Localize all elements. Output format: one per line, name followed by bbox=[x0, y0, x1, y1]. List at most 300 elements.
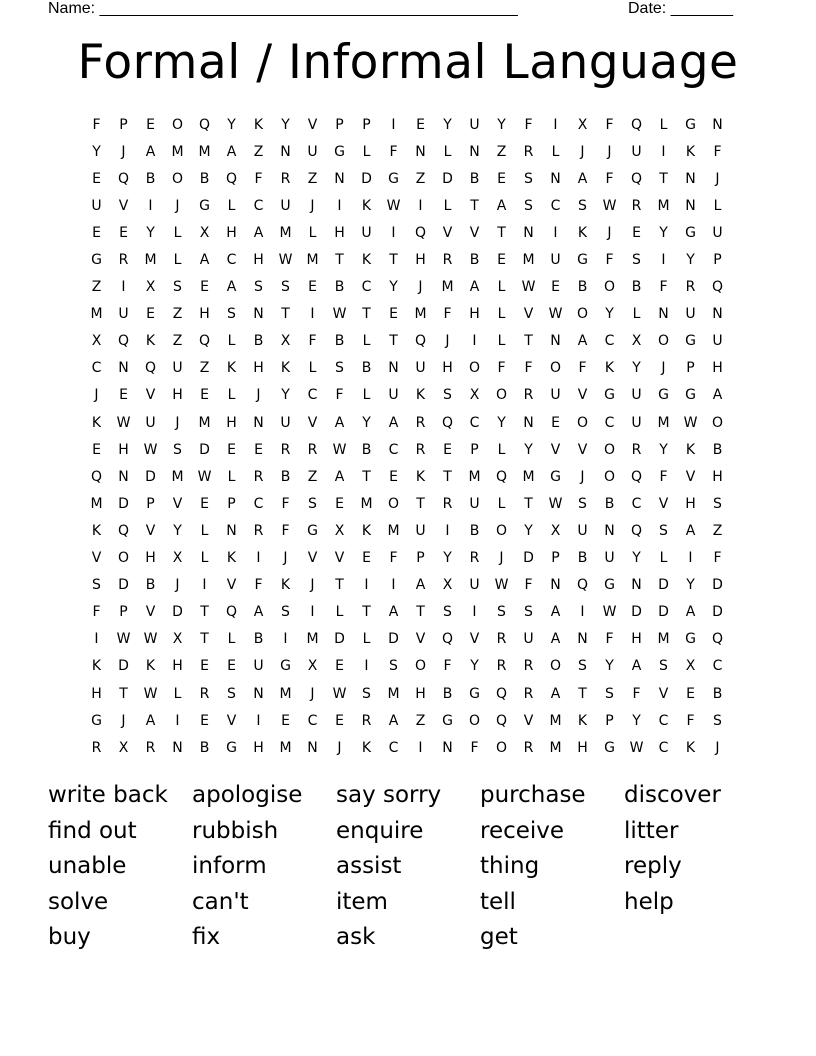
grid-letter: N bbox=[280, 143, 291, 160]
grid-letter: M bbox=[387, 522, 400, 539]
grid-letter: X bbox=[280, 333, 291, 350]
grid-letter: J bbox=[283, 550, 288, 567]
grid-letter: Y bbox=[281, 116, 290, 133]
grid-letter: I bbox=[688, 550, 693, 567]
grid-letter: D bbox=[523, 550, 534, 567]
grid-letter: S bbox=[92, 577, 101, 594]
grid-letter: L bbox=[443, 143, 452, 160]
grid-letter: R bbox=[442, 252, 453, 269]
grid-letter: E bbox=[335, 658, 344, 675]
grid-letter: I bbox=[148, 197, 153, 214]
grid-letter: E bbox=[200, 495, 209, 512]
grid-letter: J bbox=[256, 387, 261, 404]
grid-letter: W bbox=[602, 197, 617, 214]
grid-letter: H bbox=[253, 252, 264, 269]
grid-letter: O bbox=[117, 550, 130, 567]
grid-letter: E bbox=[551, 414, 560, 431]
word-list-item: rubbish bbox=[192, 817, 279, 844]
grid-letter: M bbox=[549, 712, 562, 729]
grid-letter: L bbox=[659, 116, 668, 133]
grid-letter: A bbox=[253, 224, 264, 241]
grid-letter: R bbox=[631, 197, 642, 214]
grid-letter: E bbox=[200, 387, 209, 404]
grid-letter: K bbox=[685, 739, 696, 756]
grid-letter: I bbox=[445, 522, 450, 539]
grid-letter: Y bbox=[146, 224, 155, 241]
grid-letter: G bbox=[685, 116, 696, 133]
grid-letter: Z bbox=[172, 306, 183, 323]
grid-letter: W bbox=[116, 631, 131, 648]
grid-letter: Y bbox=[659, 224, 668, 241]
grid-letter: L bbox=[362, 387, 371, 404]
grid-letter: P bbox=[335, 116, 344, 133]
grid-letter: E bbox=[686, 685, 695, 702]
grid-letter: E bbox=[335, 495, 344, 512]
grid-letter: M bbox=[414, 306, 427, 323]
grid-letter: G bbox=[604, 387, 615, 404]
grid-letter: U bbox=[631, 143, 642, 160]
grid-letter: V bbox=[415, 631, 426, 648]
grid-letter: Y bbox=[686, 252, 695, 269]
grid-letter: G bbox=[604, 739, 615, 756]
grid-letter: H bbox=[226, 414, 237, 431]
grid-letter: A bbox=[712, 387, 723, 404]
grid-letter: U bbox=[118, 306, 129, 323]
grid-letter: B bbox=[253, 333, 264, 350]
grid-letter: L bbox=[497, 441, 506, 458]
grid-letter: U bbox=[577, 522, 588, 539]
grid-letter: I bbox=[391, 116, 396, 133]
grid-letter: W bbox=[332, 685, 347, 702]
grid-letter: G bbox=[658, 387, 669, 404]
grid-letter: S bbox=[659, 658, 668, 675]
word-list-item: assist bbox=[336, 853, 402, 880]
grid-letter: D bbox=[361, 170, 372, 187]
grid-letter: Q bbox=[576, 577, 589, 594]
grid-letter: E bbox=[497, 170, 506, 187]
grid-letter: V bbox=[550, 441, 561, 458]
grid-letter: Y bbox=[92, 143, 101, 160]
grid-letter: B bbox=[253, 631, 264, 648]
grid-letter: V bbox=[577, 387, 588, 404]
grid-letter: Q bbox=[90, 468, 103, 485]
grid-letter: H bbox=[172, 658, 183, 675]
grid-letter: M bbox=[387, 685, 400, 702]
grid-letter: J bbox=[175, 414, 180, 431]
grid-letter: L bbox=[308, 224, 317, 241]
grid-letter: L bbox=[227, 197, 236, 214]
grid-letter: E bbox=[497, 252, 506, 269]
grid-letter: E bbox=[281, 712, 290, 729]
grid-letter: V bbox=[226, 577, 237, 594]
grid-letter: C bbox=[712, 658, 723, 675]
grid-letter: X bbox=[199, 224, 210, 241]
grid-letter: J bbox=[310, 197, 315, 214]
word-list-item: find out bbox=[48, 817, 137, 844]
grid-letter: F bbox=[335, 387, 344, 404]
grid-letter: G bbox=[388, 170, 399, 187]
grid-letter: V bbox=[145, 522, 156, 539]
grid-letter: N bbox=[253, 685, 264, 702]
grid-letter: O bbox=[603, 441, 616, 458]
grid-letter: B bbox=[631, 279, 642, 296]
grid-letter: Q bbox=[117, 170, 130, 187]
grid-letter: U bbox=[361, 224, 372, 241]
grid-letter: Y bbox=[497, 414, 506, 431]
grid-letter: I bbox=[364, 577, 369, 594]
grid-letter: I bbox=[202, 577, 207, 594]
grid-letter: N bbox=[523, 224, 534, 241]
grid-letter: K bbox=[280, 577, 291, 594]
grid-letter: W bbox=[278, 252, 293, 269]
grid-letter: N bbox=[469, 143, 480, 160]
word-bank bbox=[48, 778, 768, 956]
grid-letter: F bbox=[92, 116, 101, 133]
grid-letter: J bbox=[499, 550, 504, 567]
grid-letter: A bbox=[199, 252, 210, 269]
grid-letter: E bbox=[416, 116, 425, 133]
grid-letter: R bbox=[280, 441, 291, 458]
grid-letter: N bbox=[388, 360, 399, 377]
grid-letter: D bbox=[658, 577, 669, 594]
grid-letter: M bbox=[522, 252, 535, 269]
grid-letter: S bbox=[524, 170, 533, 187]
grid-letter: A bbox=[334, 468, 345, 485]
grid-letter: B bbox=[361, 360, 372, 377]
grid-letter: G bbox=[685, 387, 696, 404]
grid-letter: U bbox=[307, 143, 318, 160]
grid-letter: Q bbox=[198, 333, 211, 350]
grid-letter: K bbox=[361, 522, 372, 539]
grid-letter: O bbox=[603, 279, 616, 296]
grid-letter: O bbox=[603, 468, 616, 485]
grid-letter: R bbox=[361, 712, 372, 729]
grid-letter: F bbox=[389, 550, 398, 567]
word-list-item: thing bbox=[480, 853, 540, 880]
grid-letter: C bbox=[604, 333, 615, 350]
word-list-item: can't bbox=[192, 888, 249, 915]
grid-letter: X bbox=[118, 739, 129, 756]
grid-letter: Y bbox=[497, 116, 506, 133]
grid-letter: O bbox=[468, 360, 481, 377]
grid-letter: B bbox=[604, 495, 615, 512]
grid-letter: U bbox=[469, 495, 480, 512]
grid-letter: V bbox=[658, 685, 669, 702]
grid-letter: L bbox=[173, 224, 182, 241]
grid-letter: S bbox=[281, 279, 290, 296]
grid-letter: O bbox=[549, 360, 562, 377]
grid-letter: I bbox=[310, 604, 315, 621]
grid-letter: I bbox=[256, 550, 261, 567]
grid-letter: Y bbox=[686, 577, 695, 594]
grid-letter: H bbox=[712, 360, 723, 377]
grid-letter: M bbox=[198, 143, 211, 160]
grid-letter: G bbox=[442, 712, 453, 729]
grid-letter: X bbox=[334, 522, 345, 539]
word-list-item: receive bbox=[480, 817, 565, 844]
grid-letter: P bbox=[119, 116, 128, 133]
grid-letter: G bbox=[685, 631, 696, 648]
grid-letter: F bbox=[713, 143, 722, 160]
grid-letter: T bbox=[389, 252, 398, 269]
grid-letter: F bbox=[578, 360, 587, 377]
grid-letter: J bbox=[310, 577, 315, 594]
grid-letter: O bbox=[711, 414, 724, 431]
grid-letter: K bbox=[145, 333, 156, 350]
grid-letter: N bbox=[334, 170, 345, 187]
grid-letter: C bbox=[226, 252, 237, 269]
word-list-item: discover bbox=[624, 782, 721, 808]
grid-letter: H bbox=[712, 468, 723, 485]
grid-letter: L bbox=[200, 550, 209, 567]
grid-letter: G bbox=[604, 577, 615, 594]
grid-letter: S bbox=[443, 604, 452, 621]
grid-letter: U bbox=[280, 414, 291, 431]
grid-letter: R bbox=[415, 414, 426, 431]
grid-letter: Q bbox=[441, 414, 454, 431]
grid-letter: S bbox=[632, 252, 641, 269]
grid-letter: C bbox=[604, 414, 615, 431]
word-list-item: item bbox=[336, 888, 388, 915]
grid-letter: E bbox=[389, 306, 398, 323]
grid-letter: C bbox=[361, 279, 372, 296]
grid-letter: H bbox=[118, 441, 129, 458]
grid-letter: J bbox=[607, 224, 612, 241]
grid-letter: V bbox=[307, 116, 318, 133]
grid-letter: O bbox=[495, 522, 508, 539]
grid-letter: S bbox=[227, 306, 236, 323]
grid-letter: C bbox=[253, 495, 264, 512]
grid-letter: Z bbox=[253, 143, 264, 160]
grid-letter: Y bbox=[524, 441, 533, 458]
grid-letter: F bbox=[254, 170, 263, 187]
grid-letter: L bbox=[362, 631, 371, 648]
grid-letter: R bbox=[523, 143, 534, 160]
grid-letter: F bbox=[470, 739, 479, 756]
grid-letter: S bbox=[173, 279, 182, 296]
grid-letter: T bbox=[524, 333, 533, 350]
grid-letter: G bbox=[199, 197, 210, 214]
grid-letter: E bbox=[227, 441, 236, 458]
grid-letter: O bbox=[549, 658, 562, 675]
grid-letter: H bbox=[415, 252, 426, 269]
grid-letter: S bbox=[281, 604, 290, 621]
grid-letter: J bbox=[445, 333, 450, 350]
grid-letter: A bbox=[253, 604, 264, 621]
grid-letter: F bbox=[632, 685, 641, 702]
grid-letter: Y bbox=[605, 306, 614, 323]
grid-letter: R bbox=[496, 631, 507, 648]
grid-letter: A bbox=[388, 414, 399, 431]
grid-letter: N bbox=[550, 170, 561, 187]
grid-letter: P bbox=[470, 441, 479, 458]
grid-letter: F bbox=[605, 252, 614, 269]
grid-letter: G bbox=[91, 712, 102, 729]
grid-letter: C bbox=[550, 197, 561, 214]
grid-letter: Q bbox=[630, 522, 643, 539]
grid-letter: H bbox=[334, 224, 345, 241]
grid-letter: D bbox=[145, 468, 156, 485]
grid-letter: K bbox=[253, 116, 264, 133]
worksheet-header bbox=[48, 0, 748, 20]
grid-letter: T bbox=[119, 685, 128, 702]
date-field-label: Date: _______ bbox=[628, 0, 733, 17]
grid-letter: K bbox=[361, 252, 372, 269]
grid-letter: Y bbox=[632, 360, 641, 377]
grid-letter: K bbox=[91, 522, 102, 539]
grid-letter: X bbox=[172, 631, 183, 648]
grid-letter: F bbox=[659, 279, 668, 296]
grid-letter: F bbox=[605, 170, 614, 187]
grid-letter: U bbox=[280, 197, 291, 214]
grid-letter: W bbox=[548, 495, 563, 512]
grid-letter: B bbox=[145, 577, 156, 594]
grid-letter: B bbox=[577, 550, 588, 567]
grid-letter: R bbox=[685, 279, 696, 296]
grid-letter: G bbox=[550, 468, 561, 485]
grid-letter: K bbox=[604, 360, 615, 377]
grid-letter: S bbox=[713, 495, 722, 512]
grid-letter: X bbox=[685, 658, 696, 675]
grid-letter: M bbox=[171, 143, 184, 160]
grid-letter: N bbox=[523, 414, 534, 431]
grid-letter: U bbox=[91, 197, 102, 214]
grid-letter: A bbox=[226, 279, 237, 296]
grid-letter: P bbox=[416, 550, 425, 567]
grid-letter: I bbox=[337, 197, 342, 214]
grid-letter: M bbox=[360, 495, 373, 512]
grid-letter: T bbox=[416, 495, 425, 512]
grid-letter: D bbox=[118, 658, 129, 675]
grid-letter: O bbox=[657, 333, 670, 350]
grid-letter: I bbox=[391, 224, 396, 241]
grid-letter: T bbox=[362, 306, 371, 323]
grid-letter: Y bbox=[632, 712, 641, 729]
grid-letter: F bbox=[524, 116, 533, 133]
grid-letter: A bbox=[550, 685, 561, 702]
grid-letter: E bbox=[227, 658, 236, 675]
grid-letter: K bbox=[361, 739, 372, 756]
grid-letter: M bbox=[657, 631, 670, 648]
grid-letter: I bbox=[418, 197, 423, 214]
grid-letter: U bbox=[469, 116, 480, 133]
grid-letter: V bbox=[172, 495, 183, 512]
grid-letter: M bbox=[279, 224, 292, 241]
grid-letter: R bbox=[631, 441, 642, 458]
grid-letter: K bbox=[91, 658, 102, 675]
grid-letter: N bbox=[118, 360, 129, 377]
word-list-item: ask bbox=[336, 924, 376, 951]
grid-letter: T bbox=[470, 197, 479, 214]
grid-letter: W bbox=[629, 739, 644, 756]
grid-letter: S bbox=[524, 197, 533, 214]
grid-letter: G bbox=[307, 522, 318, 539]
grid-letter: X bbox=[442, 577, 453, 594]
grid-letter: K bbox=[415, 387, 426, 404]
grid-letter: E bbox=[254, 441, 263, 458]
grid-letter: Y bbox=[443, 550, 452, 567]
grid-letter: A bbox=[550, 604, 561, 621]
grid-letter: A bbox=[496, 197, 507, 214]
grid-letter: N bbox=[550, 577, 561, 594]
grid-letter: B bbox=[199, 739, 210, 756]
grid-letter: M bbox=[144, 252, 157, 269]
grid-letter: B bbox=[577, 279, 588, 296]
grid-letter: Y bbox=[281, 387, 290, 404]
grid-letter: X bbox=[307, 658, 318, 675]
word-list-item: buy bbox=[48, 924, 91, 951]
grid-letter: W bbox=[143, 441, 158, 458]
grid-letter: H bbox=[199, 306, 210, 323]
grid-letter: Q bbox=[117, 333, 130, 350]
grid-letter: N bbox=[253, 306, 264, 323]
grid-letter: S bbox=[578, 495, 587, 512]
grid-letter: S bbox=[713, 712, 722, 729]
grid-letter: J bbox=[94, 387, 99, 404]
grid-letter: V bbox=[145, 604, 156, 621]
grid-letter: C bbox=[91, 360, 102, 377]
grid-letter: E bbox=[335, 712, 344, 729]
grid-letter: J bbox=[715, 739, 720, 756]
grid-letter: G bbox=[577, 252, 588, 269]
grid-letter: D bbox=[118, 495, 129, 512]
grid-letter: I bbox=[661, 143, 666, 160]
grid-letter: K bbox=[577, 712, 588, 729]
grid-letter: B bbox=[334, 279, 345, 296]
grid-letter: M bbox=[306, 631, 319, 648]
grid-letter: Y bbox=[389, 279, 398, 296]
grid-letter: Z bbox=[199, 360, 210, 377]
grid-letter: L bbox=[335, 604, 344, 621]
grid-letter: Y bbox=[443, 116, 452, 133]
grid-letter: Y bbox=[173, 522, 182, 539]
grid-letter: E bbox=[200, 279, 209, 296]
grid-letter: Q bbox=[495, 468, 508, 485]
grid-letter: H bbox=[91, 685, 102, 702]
grid-letter: U bbox=[631, 414, 642, 431]
grid-letter: Y bbox=[362, 414, 371, 431]
grid-letter: J bbox=[580, 143, 585, 160]
grid-letter: Q bbox=[630, 170, 643, 187]
grid-letter: N bbox=[550, 333, 561, 350]
grid-letter: B bbox=[334, 333, 345, 350]
grid-letter: U bbox=[523, 631, 534, 648]
grid-letter: A bbox=[469, 279, 480, 296]
grid-letter: I bbox=[364, 658, 369, 675]
grid-letter: M bbox=[549, 739, 562, 756]
grid-letter: V bbox=[334, 550, 345, 567]
grid-letter: T bbox=[659, 170, 668, 187]
grid-letter: U bbox=[604, 550, 615, 567]
grid-letter: Q bbox=[630, 468, 643, 485]
grid-letter: L bbox=[200, 522, 209, 539]
grid-letter: I bbox=[121, 279, 126, 296]
grid-letter: S bbox=[308, 495, 317, 512]
grid-letter: K bbox=[685, 441, 696, 458]
grid-letter: R bbox=[253, 468, 264, 485]
word-list-item: inform bbox=[192, 853, 267, 880]
grid-letter: G bbox=[226, 739, 237, 756]
grid-letter: A bbox=[388, 712, 399, 729]
grid-letter: O bbox=[495, 387, 508, 404]
grid-letter: V bbox=[658, 495, 669, 512]
grid-letter: T bbox=[281, 306, 290, 323]
grid-letter: R bbox=[442, 495, 453, 512]
grid-letter: V bbox=[91, 550, 102, 567]
grid-letter: F bbox=[713, 550, 722, 567]
grid-letter: N bbox=[604, 522, 615, 539]
name-field-label: Name: _______________________________________________ bbox=[48, 0, 518, 17]
